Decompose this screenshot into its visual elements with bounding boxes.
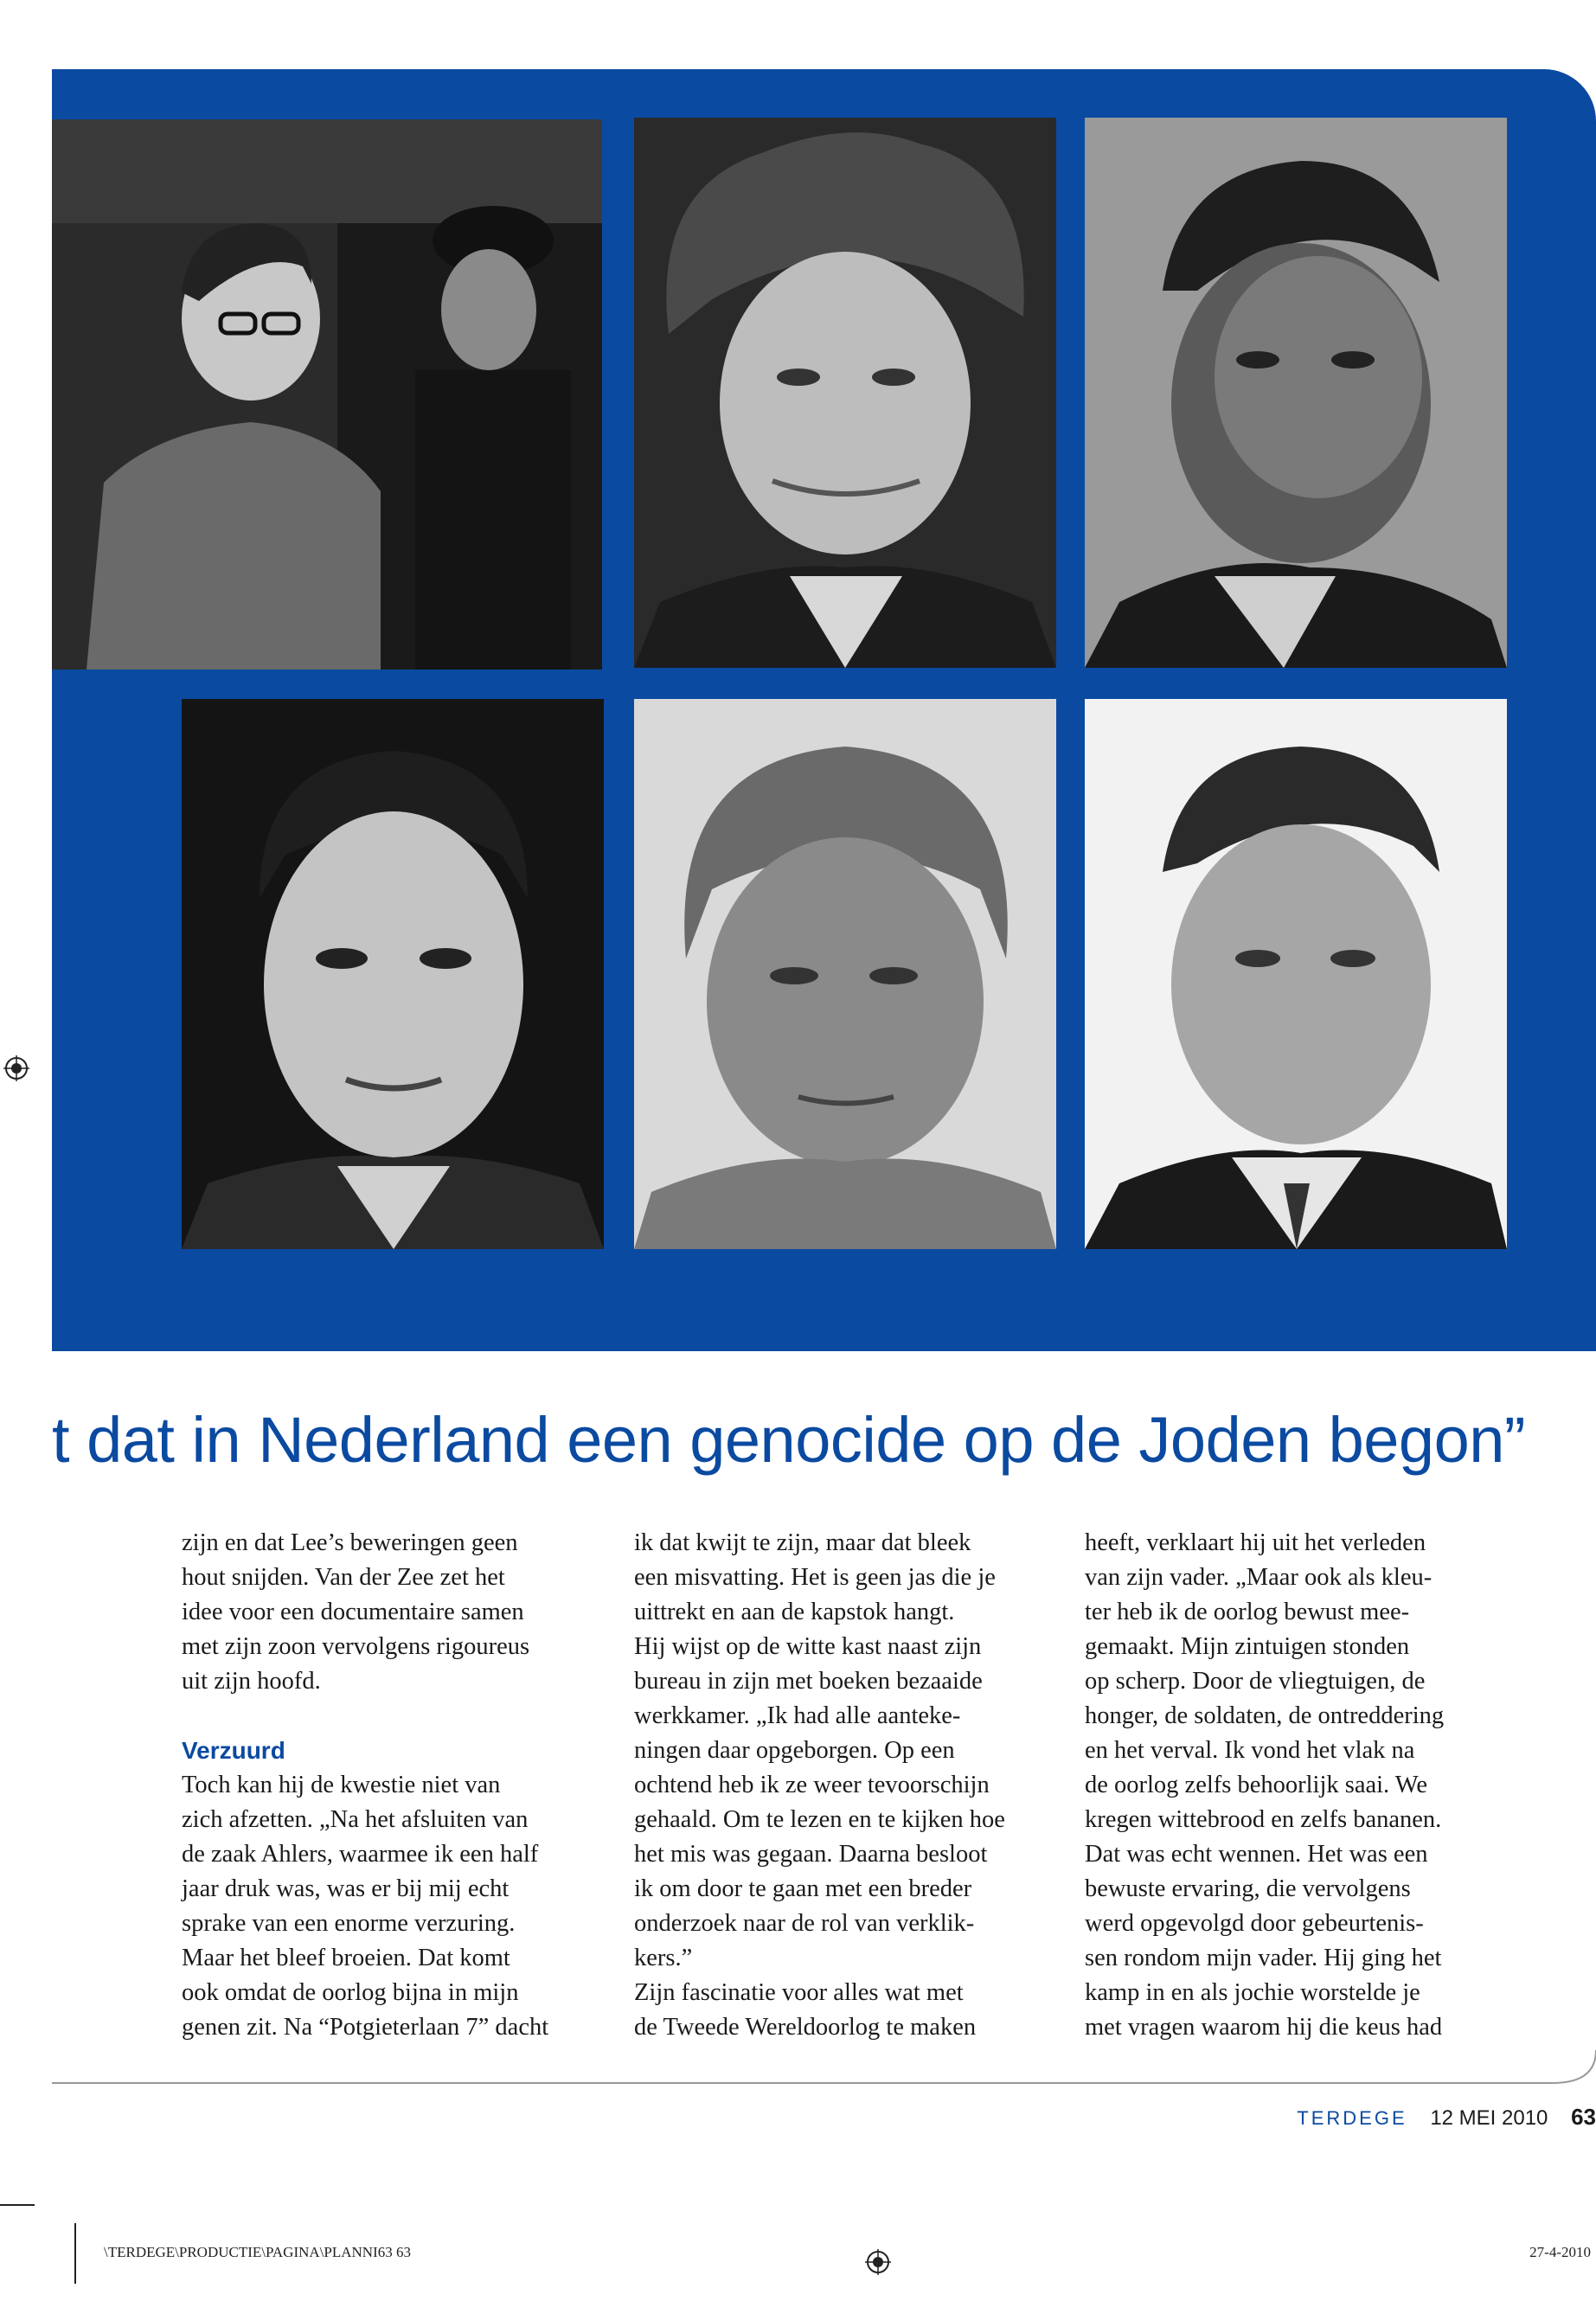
trim-mark — [74, 2223, 76, 2284]
production-slug-date: 27-4-2010 — [1529, 2244, 1591, 2260]
photo-woman-with-glasses-in-court — [52, 119, 602, 670]
photo-man-with-tall-hair — [634, 118, 1056, 668]
text-line: bureau in zijn met boeken bezaaide — [634, 1668, 983, 1695]
issue-date: 12 MEI 2010 — [1430, 2106, 1548, 2130]
text-line: genen zit. Na “Potgieterlaan 7” dacht — [182, 2014, 549, 2041]
text-line: kers.” — [634, 1945, 693, 1971]
registration-mark-icon — [3, 1055, 29, 1081]
text-line: van zijn vader. „Maar ook als kleu- — [1085, 1564, 1433, 1591]
text-line: de oorlog zelfs behoorlijk saai. We — [1085, 1772, 1428, 1798]
text-line: uit zijn hoofd. — [182, 1668, 321, 1695]
text-line: met zijn zoon vervolgens rigoureus — [182, 1633, 530, 1660]
text-line: gehaald. Om te lezen en te kijken hoe — [634, 1806, 1005, 1833]
text-line: kamp in en als jochie worstelde je — [1085, 1979, 1420, 2006]
text-line: hout snijden. Van der Zee zet het — [182, 1564, 505, 1591]
text-line: ik dat kwijt te zijn, maar dat bleek — [634, 1529, 971, 1556]
text-line: gemaakt. Mijn zintuigen stonden — [1085, 1633, 1410, 1660]
text-line: jaar druk was, was er bij mij echt — [182, 1875, 510, 1902]
text-line: sen rondom mijn vader. Hij ging het — [1085, 1945, 1442, 1971]
trim-mark — [0, 2204, 35, 2206]
text-line: een misvatting. Het is geen jas die je — [634, 1564, 996, 1591]
text-line: honger, de soldaten, de ontreddering — [1085, 1702, 1445, 1729]
text-line: werd opgevolgd door gebeurtenis- — [1085, 1910, 1424, 1937]
text-line: ochtend heb ik ze weer tevoorschijn — [634, 1772, 990, 1798]
text-line: idee voor een documentaire samen — [182, 1599, 524, 1625]
text-line: het mis was gegaan. Daarna besloot — [634, 1841, 988, 1868]
text-line: Hij wijst op de witte kast naast zijn — [634, 1633, 982, 1660]
article-column-1 — [182, 1526, 606, 2045]
headline: t dat in Nederland een genocide op de Joden begon” — [52, 1404, 1526, 1476]
text-line: zich afzetten. „Na het afsluiten van — [182, 1806, 529, 1833]
text-line: sprake van een enorme verzuring. — [182, 1910, 516, 1937]
text-line: Maar het bleef broeien. Dat komt — [182, 1945, 510, 1971]
text-line: Zijn fascinatie voor alles wat met — [634, 1979, 964, 2006]
text-line: ningen daar opgeborgen. Op een — [634, 1737, 955, 1764]
page-footer — [1297, 2104, 1596, 2131]
magazine-name: TERDEGE — [1297, 2107, 1407, 2129]
photo-man-in-suit-portrait — [1085, 699, 1507, 1249]
text-line: kregen wittebrood en zelfs bananen. — [1085, 1806, 1442, 1833]
production-slug-path: \TERDEGE\PRODUCTIE\PAGINA\PLANNI63 63 — [104, 2244, 411, 2260]
text-line: de Tweede Wereldoorlog te maken — [634, 2014, 977, 2041]
footer-rule — [52, 2050, 1596, 2085]
section-subhead: Verzuurd — [182, 1737, 285, 1764]
article-column-3 — [1085, 1526, 1509, 2045]
text-line: bewuste ervaring, die vervolgens — [1085, 1875, 1411, 1902]
photo-young-man-portrait — [182, 699, 604, 1249]
text-line: ook omdat de oorlog bijna in mijn — [182, 1979, 519, 2006]
registration-mark-icon — [865, 2249, 891, 2275]
text-line: werkkamer. „Ik had alle aanteke- — [634, 1702, 961, 1729]
article-column-2 — [634, 1526, 1058, 2045]
text-line: zijn en dat Lee’s beweringen geen — [182, 1529, 518, 1556]
text-line: de zaak Ahlers, waarmee ik een half — [182, 1841, 539, 1868]
photo-woman-portrait — [634, 699, 1056, 1249]
text-line: ik om door te gaan met een breder — [634, 1875, 972, 1902]
text-line: onderzoek naar de rol van verklik- — [634, 1910, 975, 1937]
text-line: met vragen waarom hij die keus had — [1085, 2014, 1443, 2041]
text-line: Toch kan hij de kwestie niet van — [182, 1772, 501, 1798]
text-line: ter heb ik de oorlog bewust mee- — [1085, 1599, 1410, 1625]
text-line: uittrekt en aan de kapstok hangt. — [634, 1599, 955, 1625]
text-line: en het verval. Ik vond het vlak na — [1085, 1737, 1415, 1764]
photo-man-looking-sideways — [1085, 118, 1507, 668]
page-number: 63 — [1571, 2104, 1596, 2130]
text-line: heeft, verklaart hij uit het verleden — [1085, 1529, 1426, 1556]
text-line: op scherp. Door de vliegtuigen, de — [1085, 1668, 1426, 1695]
text-line: Dat was echt wennen. Het was een — [1085, 1841, 1428, 1868]
